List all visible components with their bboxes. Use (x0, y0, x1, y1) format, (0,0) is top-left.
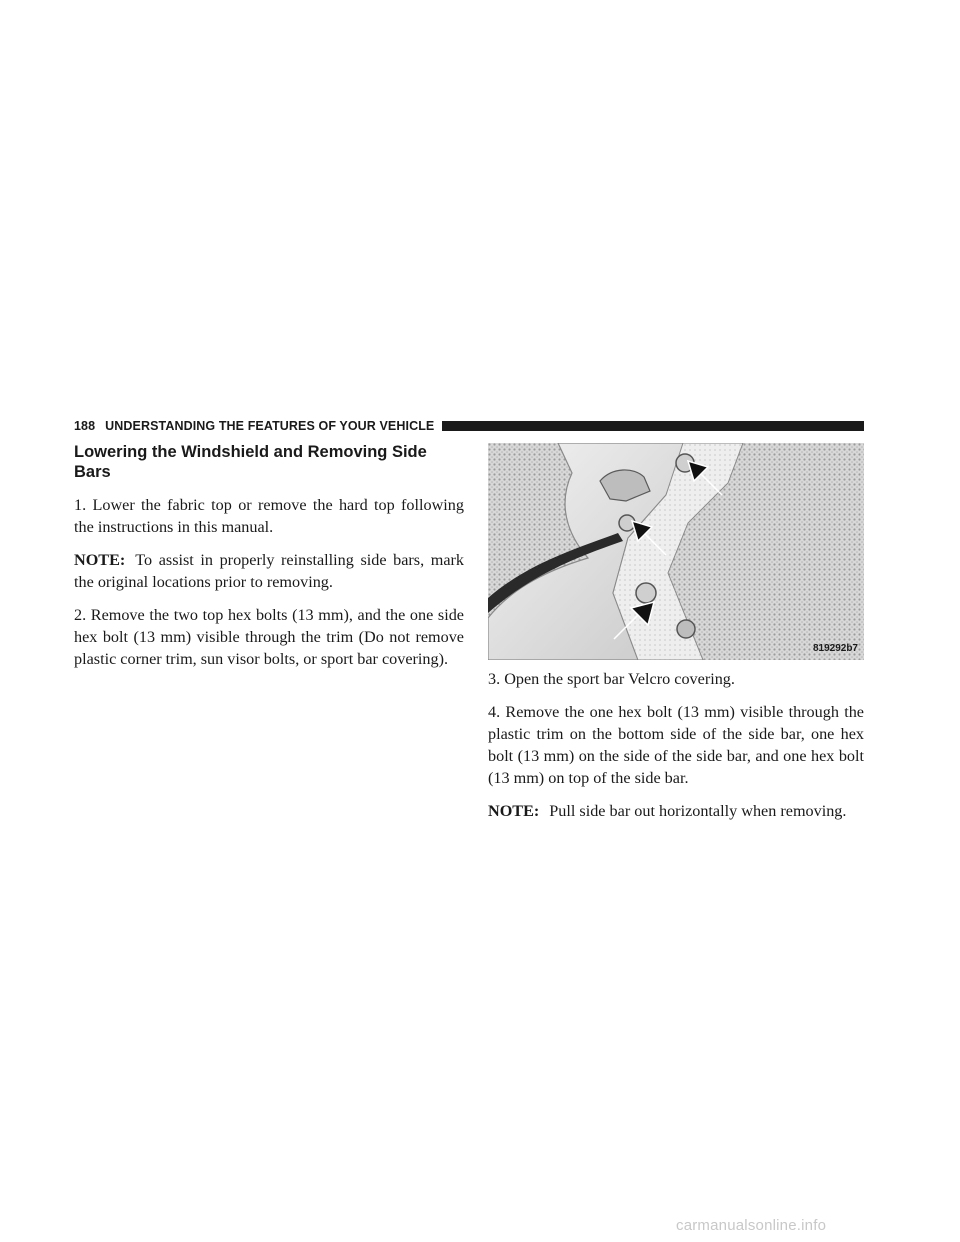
bolt-side (636, 583, 656, 603)
footer-watermark: carmanualsonline.info (676, 1217, 827, 1234)
bolt-lower (677, 620, 695, 638)
left-column (74, 442, 464, 681)
page-header (74, 418, 864, 434)
step-3: 3. Open the sport bar Velcro covering. (488, 670, 735, 688)
page-number: 188 (74, 419, 96, 433)
note-2 (488, 800, 864, 822)
chapter-title: UNDERSTANDING THE FEATURES OF YOUR VEHICLE (105, 419, 435, 433)
note-1 (74, 549, 464, 593)
note-label: NOTE: (74, 551, 126, 569)
step-4: 4. Remove the one hex bolt (13 mm) visible through the plastic trim on the bottom side of the side bar, one hex bolt (13 mm) on the side of the side bar, and one hex bolt (13 mm) on top of the side bar. (488, 703, 864, 787)
header-rule (442, 421, 864, 431)
right-column (488, 668, 864, 833)
note-text: Pull side bar out horizontally when removing. (549, 802, 847, 820)
step-2: 2. Remove the two top hex bolts (13 mm), and the one side hex bolt (13 mm) visible through the trim (Do not remove plastic corner trim, sun visor bolts, or sport bar covering). (74, 606, 464, 668)
figure-illustration (488, 443, 864, 660)
figure-label: 819292b7 (812, 643, 858, 654)
section-title: Lowering the Windshield and Removing Side Bars (74, 443, 427, 481)
step-1: 1. Lower the fabric top or remove the hard top following the instructions in this manual. (74, 496, 464, 536)
side-bar-bolts-figure (488, 443, 864, 660)
note-text: To assist in properly reinstalling side bars, mark the original locations prior to removing. (74, 551, 464, 591)
note-label: NOTE: (488, 802, 540, 820)
